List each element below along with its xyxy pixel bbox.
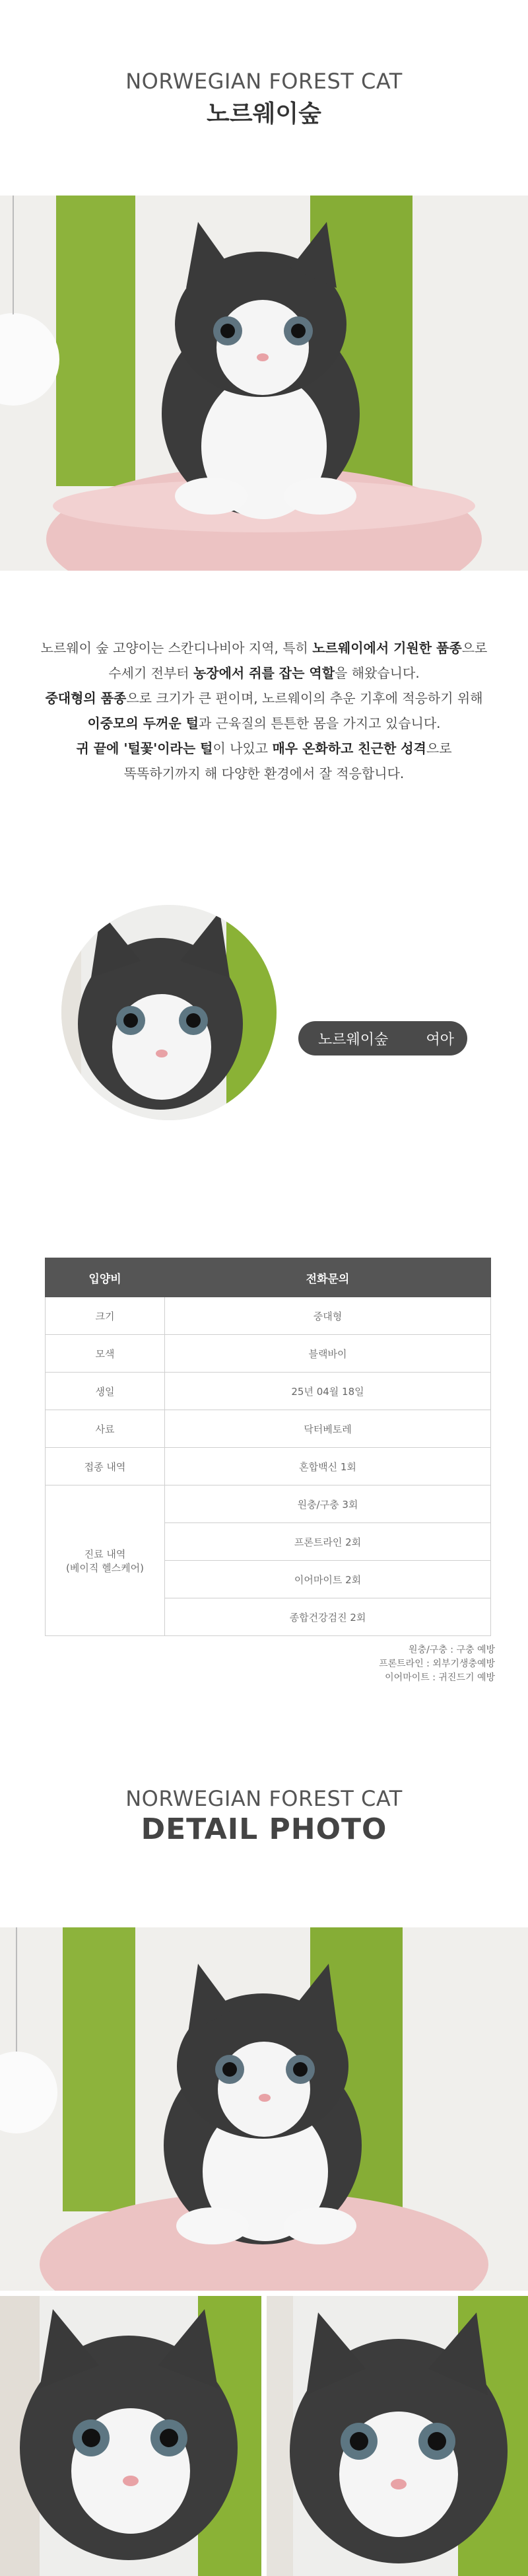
footnote: 이어마이트 : 귀진드기 예방 [385,1672,495,1683]
detail-photo-right [267,2296,528,2576]
header-eyebrow: NORWEGIAN FOREST CAT [125,69,403,94]
row-label: 접종 내역 [46,1448,165,1485]
care-value: 프론트라인 2회 [165,1523,491,1561]
row-label: 모색 [46,1335,165,1373]
sex-label: 여아 [426,1031,454,1048]
row-value: 25년 04월 18일 [165,1373,491,1410]
row-value: 혼합백신 1회 [165,1448,491,1485]
page-title: 노르웨이숲 [207,100,321,127]
row-value: 중대형 [165,1297,491,1335]
table-row [46,1448,491,1485]
table-row [46,1335,491,1373]
footnote: 프론트라인 : 외부기생충예방 [379,1659,495,1669]
table-row [46,1485,491,1523]
detail-title: DETAIL PHOTO [141,1812,387,1846]
row-value: 블랙바이 [165,1335,491,1373]
intro-text: 노르웨이 숲 고양이는 스칸디나비아 지역, 특히 노르웨이에서 기원한 품종으로 수세기 전부터 농장에서 쥐를 잡는 역할을 해왔습니다. 중대형의 품종으로 크기가 큰 편이며, 노르웨이의 추운 기후에 적응하기 위해 이중모의 두꺼운 털과 근육질의 튼튼한 몸을 가지고 있습니다. 귀 끝에 '털꽃'이라는 털이 나있고 매우 온화하고 친근한 성격으로 똑똑하기까지 해 다양한 환경에서 잘 적응합니다. [40,640,488,781]
table-header-row [46,1258,491,1297]
row-label: 생일 [46,1373,165,1410]
footnote: 원충/구충 : 구충 예방 [409,1645,495,1655]
table-row [46,1373,491,1410]
table-row [46,1410,491,1448]
row-label: 크기 [46,1297,165,1335]
hero-kitten-photo [0,196,528,571]
care-history-label: 진료 내역 (베이직 헬스케어) [46,1485,165,1636]
row-value: 닥터베토레 [165,1410,491,1448]
row-label: 사료 [46,1410,165,1448]
info-table [45,1258,491,1636]
table-footnotes [379,1643,495,1685]
detail-eyebrow: NORWEGIAN FOREST CAT [125,1786,403,1811]
breed-sex-badge [298,1021,467,1055]
care-value: 이어마이트 2회 [165,1561,491,1598]
kitten-avatar [61,905,277,1120]
detail-photo-main [0,1927,528,2291]
table-row [46,1297,491,1335]
care-value: 종합건강검진 2회 [165,1598,491,1636]
phone-inquiry-header: 전화문의 [165,1258,491,1297]
price-header: 입양비 [46,1258,165,1297]
care-value: 원충/구충 3회 [165,1485,491,1523]
detail-photo-left [0,2296,261,2576]
breed-label: 노르웨이숲 [318,1031,389,1048]
